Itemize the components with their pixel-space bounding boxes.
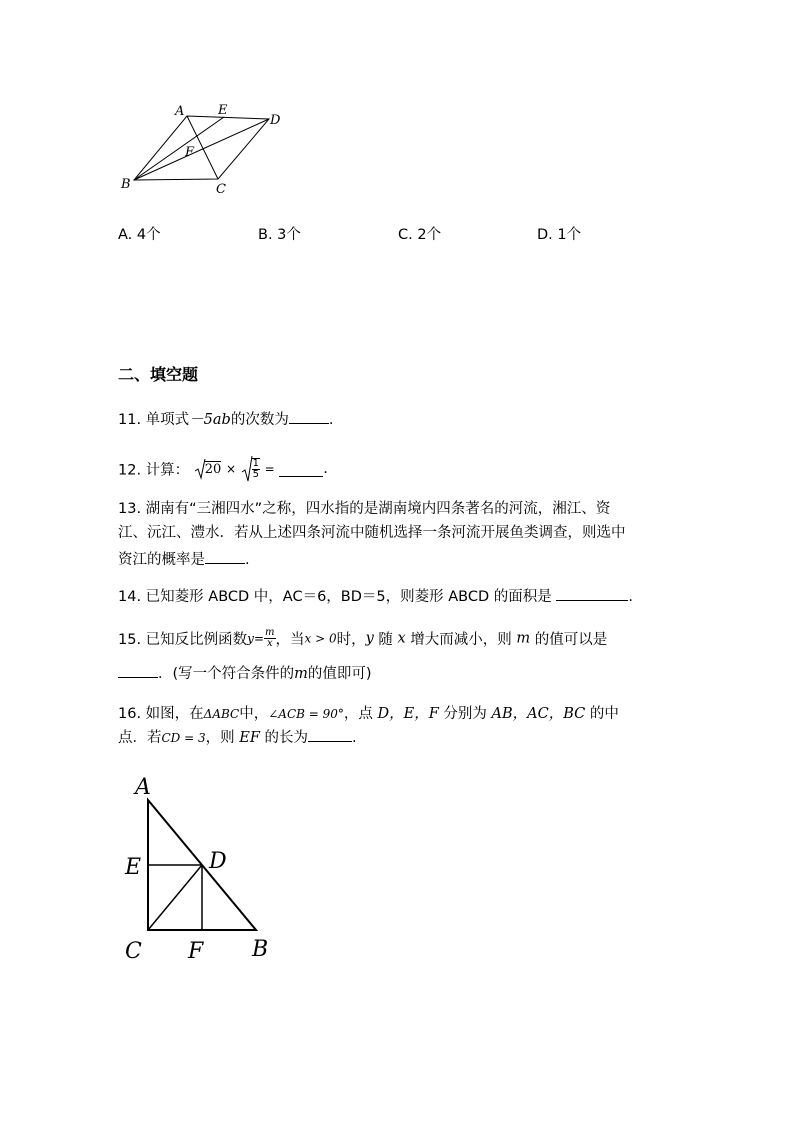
q16-cond: CD = 3 [161, 731, 206, 745]
question-16-line1 [118, 702, 619, 723]
question-12 [118, 455, 328, 483]
label-B: B [252, 937, 269, 962]
right-triangle-figure [118, 770, 288, 970]
q15-suffix: 的值可以是 [530, 632, 608, 648]
q13-end: . [245, 552, 250, 568]
q12-radicand: 20 [204, 461, 222, 477]
q16-line2-prefix: 点．若 [118, 730, 162, 746]
q16-answer-blank[interactable] [308, 727, 352, 742]
q15-cond: x > 0 [304, 631, 337, 646]
label-B: B [121, 177, 131, 192]
q15-line2: ．(写一个符合条件的 [158, 666, 295, 682]
option-b: B. 3个 [258, 227, 301, 243]
option-c: C. 2个 [398, 227, 442, 243]
question-16-line2 [118, 726, 357, 747]
q15-frac-den: x [266, 638, 273, 649]
q15-yv: y [365, 630, 374, 647]
q16-pts: D，E，F [377, 706, 439, 722]
option-a: A. 4个 [118, 227, 161, 243]
question-14 [118, 585, 633, 606]
q14-answer-blank[interactable] [556, 586, 628, 601]
q15-prefix: 15. 已知反比例函数 [118, 632, 248, 648]
q16-mid3: 分别为 [438, 706, 492, 722]
q15-fraction [264, 628, 275, 649]
q16-tri: ΔABC [203, 707, 240, 721]
label-C: C [216, 182, 226, 197]
q12-eq: = [264, 462, 275, 476]
question-15-line1 [118, 628, 607, 649]
q15-mid3: 随 [373, 632, 398, 648]
q14-text: 14. 已知菱形 ABCD 中，AC＝6，BD＝5，则菱形 ABCD 的面积是 [118, 589, 552, 605]
q15-line2-m: m [294, 666, 308, 682]
label-A: A [135, 775, 151, 800]
q16-ef: EF [239, 730, 260, 746]
question-13-line2: 江、沅江、澧水．若从上述四条河流中随机选择一条河流开展鱼类调查，则选中 [118, 525, 626, 541]
q15-eq: = [253, 631, 265, 646]
q15-line2-end: 的值即可) [307, 666, 372, 682]
q16-mid2: ，点 [343, 706, 378, 722]
q15-frac-num: m [265, 627, 275, 638]
label-C: C [125, 939, 142, 964]
q15-mid2: 时， [336, 632, 366, 648]
q11-answer-blank[interactable] [289, 409, 329, 424]
q16-angle: ∠ACB = 90° [268, 707, 344, 721]
q16-mid: 中， [239, 706, 269, 722]
q16-line2-suffix: 的长为 [259, 730, 308, 746]
q16-suffix: 的中 [585, 706, 619, 722]
q16-sides: AB，AC，BC [491, 706, 586, 722]
option-d: D. 1个 [537, 227, 582, 243]
q14-end: . [628, 589, 633, 605]
parallelogram-figure [112, 96, 292, 200]
question-15-line2 [118, 662, 372, 683]
q12-frac-num: 1 [252, 458, 259, 469]
q16-prefix: 16. 如图，在 [118, 706, 204, 722]
label-E: E [218, 103, 228, 118]
q12-end: . [323, 461, 328, 477]
question-13-line1: 13. 湖南有“三湘四水”之称，四水指的是湖南境内四条著名的河流，湘江、资 [118, 501, 611, 517]
q12-frac-den: 5 [252, 469, 259, 480]
q15-xv: x [397, 630, 406, 647]
sqrt-icon [194, 458, 206, 480]
label-A: A [175, 104, 185, 119]
q16-end: . [352, 730, 357, 746]
q13-line3-prefix: 资江的概率是 [118, 552, 205, 568]
q12-fraction [252, 458, 260, 480]
q12-prefix: 12. 计算： [118, 462, 190, 479]
q15-answer-blank[interactable] [118, 663, 158, 678]
label-F: F [185, 145, 195, 160]
q15-mid: ，当 [275, 632, 305, 648]
q15-y: y [247, 631, 254, 646]
question-13-line3 [118, 548, 250, 569]
q11-suffix: 的次数为 [230, 412, 289, 428]
q12-times: × [225, 462, 236, 476]
q11-end: . [328, 412, 334, 428]
q15-mid4: 增大而减小，则 [405, 632, 517, 648]
q16-line2-mid: ，则 [205, 730, 240, 746]
label-F: F [188, 939, 204, 964]
q13-answer-blank[interactable] [205, 549, 245, 564]
q11-expr: －5ab [189, 412, 231, 428]
q12-answer-blank[interactable] [279, 462, 323, 477]
label-D: D [209, 849, 227, 874]
question-11 [118, 408, 333, 429]
label-D: D [270, 113, 281, 128]
label-E: E [125, 855, 142, 880]
q15-mv: m [516, 630, 531, 647]
section-title: 二、填空题 [118, 365, 199, 384]
q11-prefix: 11. 单项式 [118, 412, 190, 428]
